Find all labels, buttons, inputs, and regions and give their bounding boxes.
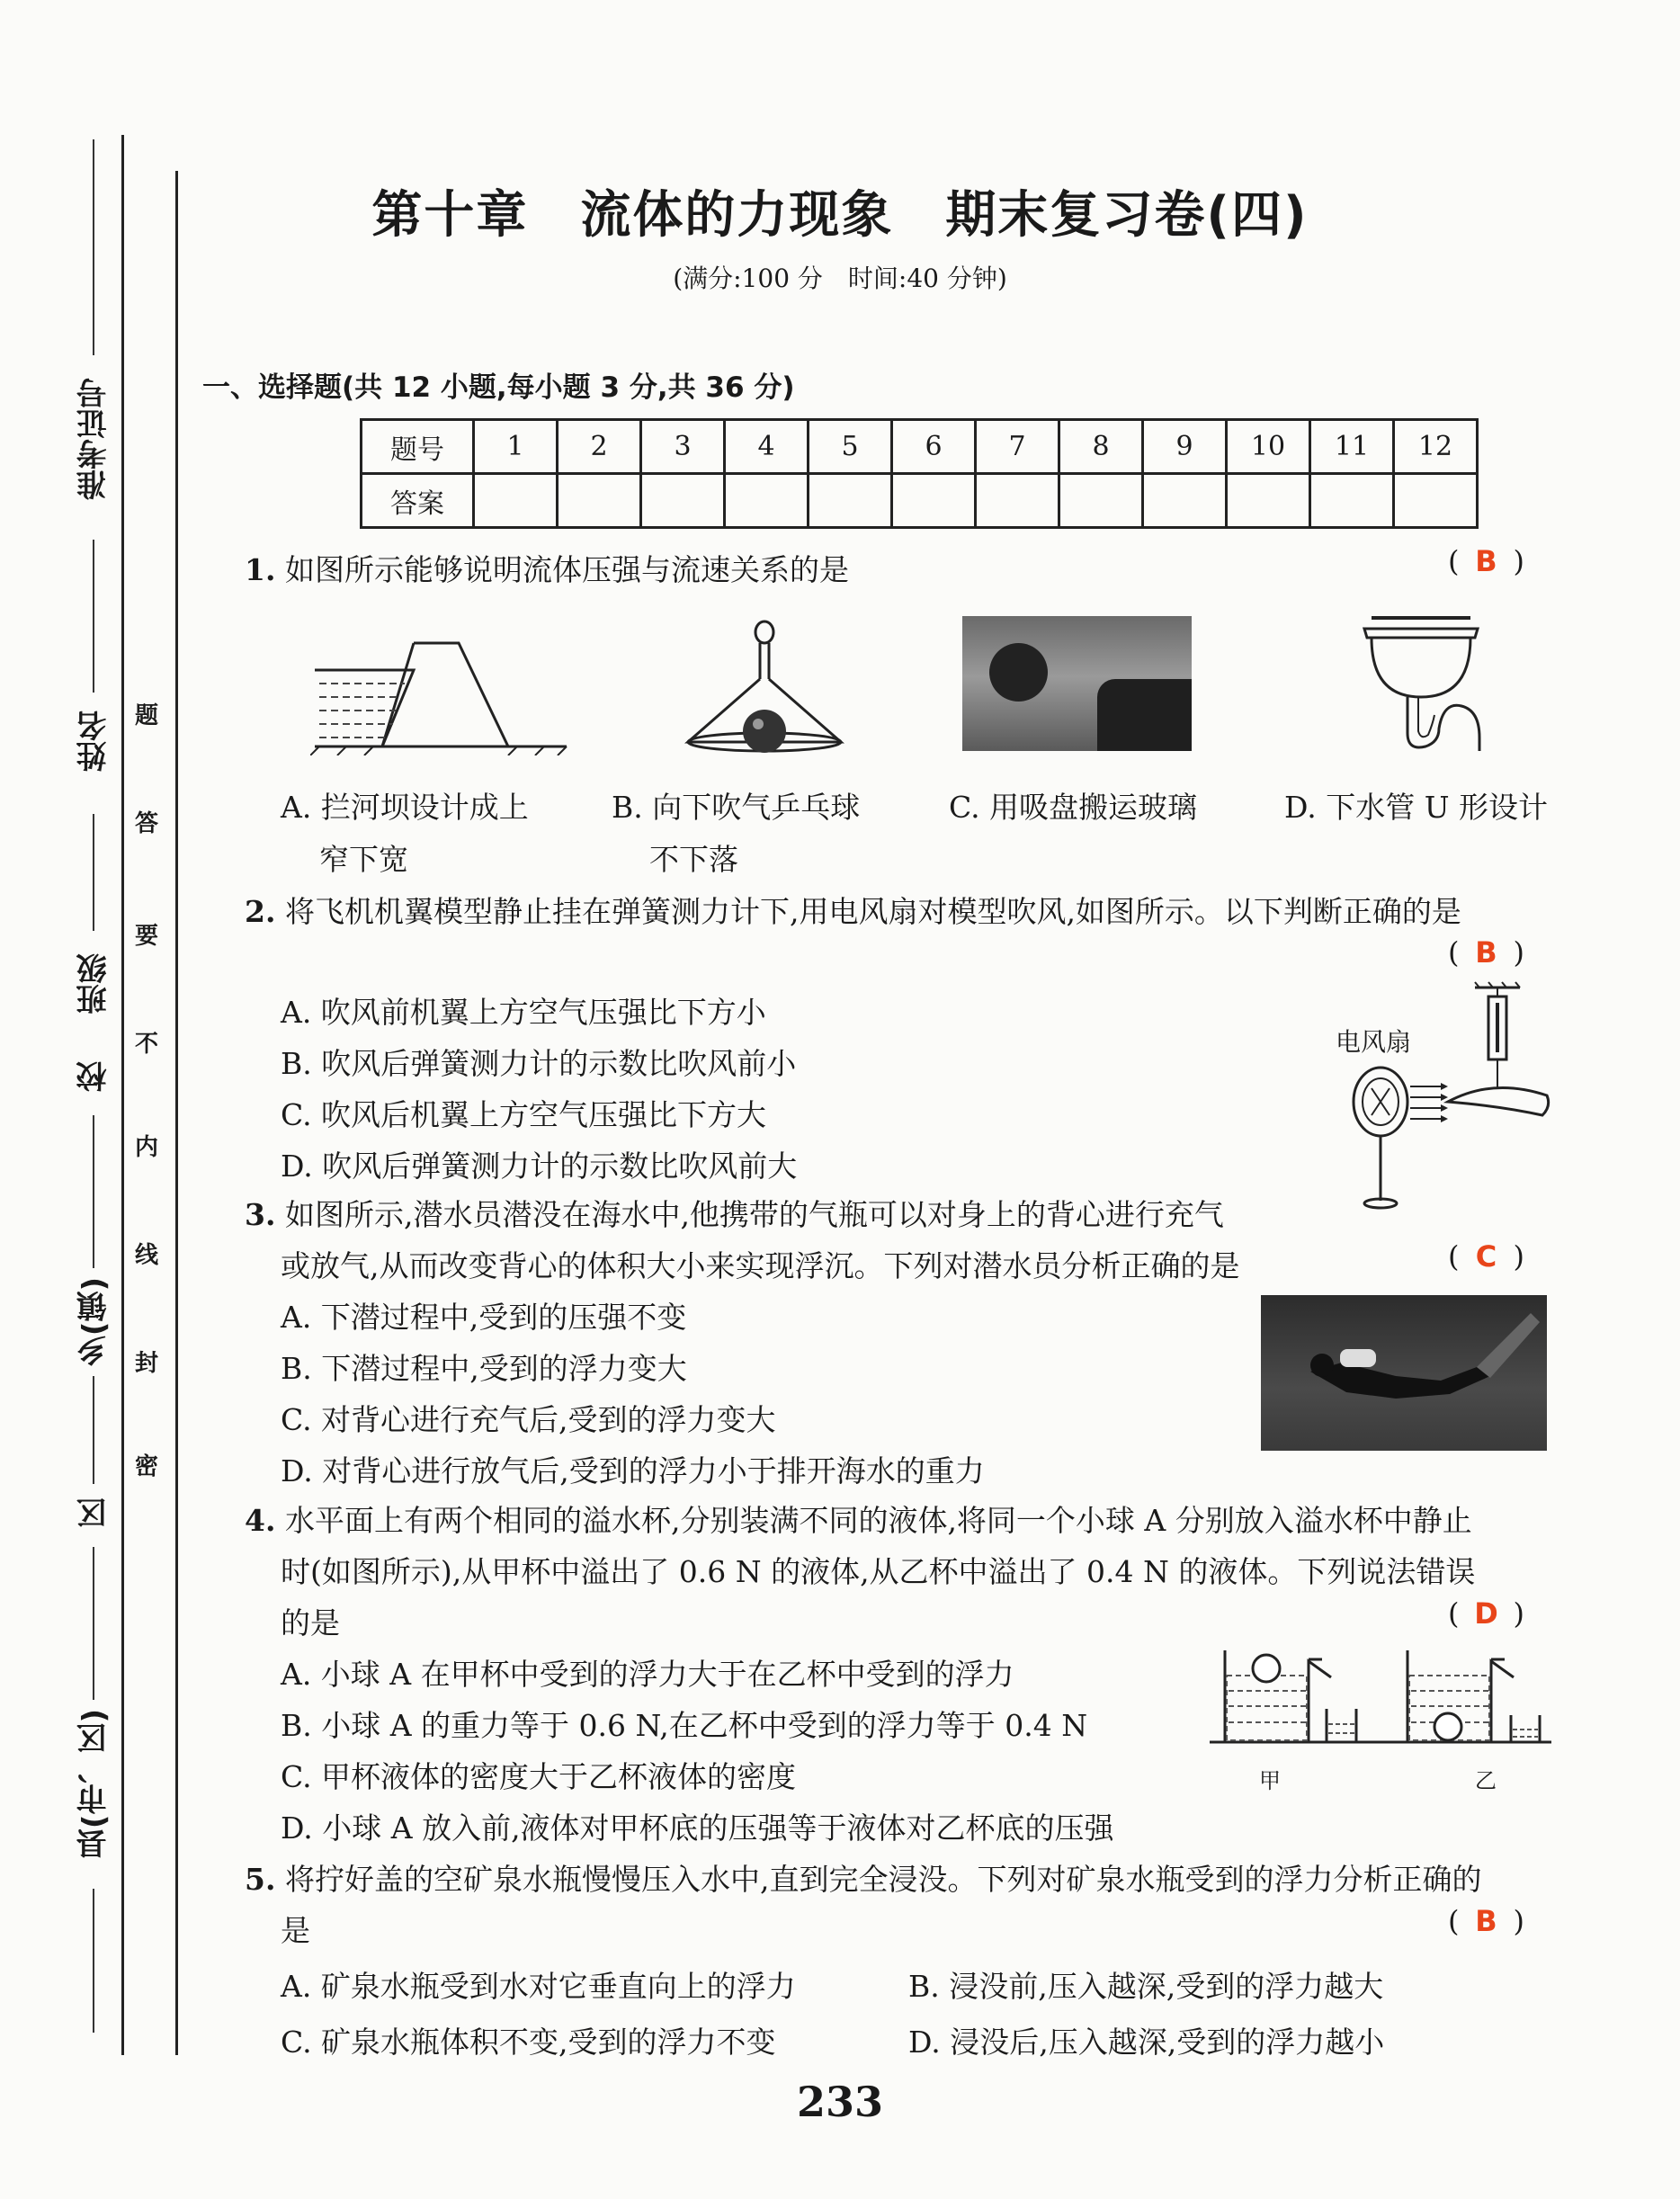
table-header-label: 题号 bbox=[362, 420, 474, 474]
q4-option-d: D. 小球 A 放入前,液体对甲杯底的压强等于液体对乙杯底的压强 bbox=[281, 1810, 1114, 1846]
q3-stem-line2: 或放气,从而改变背心的体积大小来实现浮沉。下列对潜水员分析正确的是 bbox=[281, 1248, 1240, 1283]
margin-line-outer bbox=[121, 135, 124, 2055]
seal-char: 线 bbox=[135, 1242, 159, 1269]
q2-answer-letter: B bbox=[1475, 935, 1497, 970]
diver-silhouette-icon bbox=[1261, 1295, 1547, 1451]
q2-option-a: A. 吹风前机翼上方空气压强比下方小 bbox=[281, 995, 766, 1030]
q4-stem-line3: 的是 bbox=[281, 1605, 340, 1640]
q4-answer: ( D ) bbox=[1448, 1596, 1524, 1631]
q2-figure-fan-wing bbox=[1340, 980, 1565, 1214]
q2-answer: ( B ) bbox=[1448, 935, 1524, 970]
answer-cell[interactable] bbox=[1310, 474, 1394, 528]
q5-stem-line2: 是 bbox=[281, 1913, 310, 1948]
q1-text: 如图所示能够说明流体压强与流速关系的是 bbox=[284, 552, 849, 587]
q1-stem bbox=[245, 547, 849, 589]
q2-fig-label-fan: 电风扇 bbox=[1336, 1027, 1412, 1057]
field-county-line bbox=[93, 1889, 94, 2033]
q4-fig-label-left: 甲 bbox=[1259, 1768, 1281, 1793]
q3-option-c: C. 对背心进行充气后,受到的浮力变大 bbox=[281, 1402, 776, 1437]
table-cell-number: 6 bbox=[892, 420, 976, 474]
q2-number: 2. bbox=[245, 894, 276, 929]
field-name-line bbox=[93, 540, 94, 693]
table-cell-number: 5 bbox=[809, 420, 892, 474]
q1-option-b-line1: B. 向下吹气乒乓球 bbox=[612, 790, 861, 825]
q3-text-1: 如图所示,潜水员潜没在海水中,他携带的气瓶可以对身上的背心进行充气 bbox=[284, 1197, 1224, 1232]
field-class-line bbox=[93, 814, 94, 931]
table-cell-number: 1 bbox=[474, 420, 558, 474]
field-township: 乡(镇) bbox=[76, 1277, 112, 1367]
q5-option-c: C. 矿泉水瓶体积不变,受到的浮力不变 bbox=[281, 2025, 776, 2060]
answer-cell[interactable] bbox=[558, 474, 641, 528]
q4-stem-line1 bbox=[245, 1497, 1472, 1540]
q5-stem-line1 bbox=[245, 1856, 1481, 1899]
seal-char: 要 bbox=[135, 923, 159, 950]
hand-icon bbox=[1097, 679, 1192, 751]
q4-option-c: C. 甲杯液体的密度大于乙杯液体的密度 bbox=[281, 1759, 797, 1794]
q4-number: 4. bbox=[245, 1503, 276, 1538]
q1-figure-c-suction-photo bbox=[962, 616, 1192, 751]
q1-option-a-line2: 窄下宽 bbox=[319, 842, 408, 877]
field-county: 县(市、区) bbox=[76, 1709, 112, 1860]
q3-stem-line1 bbox=[245, 1192, 1224, 1234]
q3-option-d: D. 对背心进行放气后,受到的浮力小于排开海水的重力 bbox=[281, 1453, 985, 1488]
q1-answer: ( B ) bbox=[1448, 544, 1524, 578]
section-heading: 一、选择题(共 12 小题,每小题 3 分,共 36 分) bbox=[202, 371, 795, 404]
seal-char: 不 bbox=[135, 1031, 159, 1058]
page-title: 第十章 流体的力现象 期末复习卷(四) bbox=[371, 186, 1309, 245]
seal-char: 题 bbox=[135, 702, 159, 729]
table-row bbox=[362, 474, 1478, 528]
q3-answer-letter: C bbox=[1475, 1239, 1497, 1274]
q2-option-d: D. 吹风后弹簧测力计的示数比吹风前大 bbox=[281, 1149, 798, 1184]
q4-answer-letter: D bbox=[1474, 1596, 1498, 1631]
q2-stem bbox=[245, 889, 1461, 931]
seal-char: 封 bbox=[135, 1350, 159, 1377]
answer-table bbox=[360, 418, 1479, 529]
table-cell-number: 9 bbox=[1143, 420, 1227, 474]
seal-char: 答 bbox=[135, 810, 159, 837]
answer-cell[interactable] bbox=[892, 474, 976, 528]
field-exam-number-line bbox=[93, 139, 94, 355]
q4-text-1: 水平面上有两个相同的溢水杯,分别装满不同的液体,将同一个小球 A 分别放入溢水杯中静止 bbox=[284, 1503, 1472, 1538]
q5-option-a: A. 矿泉水瓶受到水对它垂直向上的浮力 bbox=[281, 1969, 796, 2004]
q1-figure-d-u-pipe bbox=[1354, 607, 1506, 755]
q1-option-c: C. 用吸盘搬运玻璃 bbox=[949, 790, 1198, 825]
q4-option-b: B. 小球 A 的重力等于 0.6 N,在乙杯中受到的浮力等于 0.4 N bbox=[281, 1708, 1088, 1743]
field-class: 班级 bbox=[76, 953, 112, 1015]
answer-cell[interactable] bbox=[641, 474, 725, 528]
answer-cell[interactable] bbox=[1059, 474, 1143, 528]
answer-cell[interactable] bbox=[1394, 474, 1478, 528]
q5-text-1: 将拧好盖的空矿泉水瓶慢慢压入水中,直到完全浸没。下列对矿泉水瓶受到的浮力分析正确的 bbox=[284, 1862, 1482, 1897]
q5-option-d: D. 浸没后,压入越深,受到的浮力越小 bbox=[908, 2025, 1385, 2060]
q4-figure-overflow-cups bbox=[1205, 1641, 1556, 1749]
q3-option-b: B. 下潜过程中,受到的浮力变大 bbox=[281, 1351, 687, 1386]
table-cell-number: 11 bbox=[1310, 420, 1394, 474]
q1-option-b-line2: 不下落 bbox=[649, 842, 738, 877]
seal-char: 密 bbox=[135, 1453, 159, 1480]
margin-line-inner bbox=[175, 171, 178, 2055]
q5-option-b: B. 浸没前,压入越深,受到的浮力越大 bbox=[908, 1969, 1384, 2004]
q1-answer-letter: B bbox=[1475, 544, 1497, 578]
table-answer-label: 答案 bbox=[362, 474, 474, 528]
field-school-line bbox=[93, 1115, 94, 1268]
field-district-line bbox=[93, 1547, 94, 1700]
field-district: 区 bbox=[76, 1497, 112, 1528]
table-cell-number: 4 bbox=[725, 420, 809, 474]
q2-option-b: B. 吹风后弹簧测力计的示数比吹风前小 bbox=[281, 1046, 797, 1081]
seal-char: 内 bbox=[135, 1134, 159, 1161]
q4-fig-label-right: 乙 bbox=[1475, 1768, 1497, 1793]
q3-option-a: A. 下潜过程中,受到的压强不变 bbox=[281, 1300, 687, 1335]
answer-cell[interactable] bbox=[1143, 474, 1227, 528]
table-row bbox=[362, 420, 1478, 474]
q5-number: 5. bbox=[245, 1862, 276, 1897]
answer-cell[interactable] bbox=[1227, 474, 1310, 528]
table-cell-number: 12 bbox=[1394, 420, 1478, 474]
q2-text: 将飞机机翼模型静止挂在弹簧测力计下,用电风扇对模型吹风,如图所示。以下判断正确的是 bbox=[284, 894, 1461, 929]
q5-answer: ( B ) bbox=[1448, 1904, 1524, 1938]
field-exam-number: 准考证号 bbox=[76, 378, 112, 500]
answer-cell[interactable] bbox=[809, 474, 892, 528]
table-cell-number: 10 bbox=[1227, 420, 1310, 474]
q3-answer: ( C ) bbox=[1448, 1239, 1524, 1274]
page-subtitle: (满分:100 分 时间:40 分钟) bbox=[673, 264, 1007, 293]
page-number: 233 bbox=[796, 2078, 884, 2126]
answer-cell[interactable] bbox=[725, 474, 809, 528]
suction-cup-icon bbox=[989, 643, 1048, 702]
q1-option-a-line1: A. 拦河坝设计成上 bbox=[281, 790, 529, 825]
q4-option-a: A. 小球 A 在甲杯中受到的浮力大于在乙杯中受到的浮力 bbox=[281, 1657, 1014, 1692]
q2-option-c: C. 吹风后机翼上方空气压强比下方大 bbox=[281, 1097, 767, 1132]
q3-figure-diver-photo bbox=[1261, 1295, 1547, 1451]
answer-cell[interactable] bbox=[976, 474, 1059, 528]
table-cell-number: 8 bbox=[1059, 420, 1143, 474]
table-cell-number: 7 bbox=[976, 420, 1059, 474]
table-cell-number: 2 bbox=[558, 420, 641, 474]
q5-answer-letter: B bbox=[1475, 1904, 1497, 1938]
field-township-line bbox=[93, 1376, 94, 1484]
q3-number: 3. bbox=[245, 1197, 276, 1232]
field-name: 姓名 bbox=[76, 711, 112, 772]
q1-option-d: D. 下水管 U 形设计 bbox=[1284, 790, 1549, 825]
answer-cell[interactable] bbox=[474, 474, 558, 528]
q1-number: 1. bbox=[245, 552, 276, 587]
q1-figure-b-funnel-ball bbox=[679, 616, 850, 760]
table-cell-number: 3 bbox=[641, 420, 725, 474]
q4-stem-line2: 时(如图所示),从甲杯中溢出了 0.6 N 的液体,从乙杯中溢出了 0.4 N 的液体。下列说法错误 bbox=[281, 1554, 1476, 1589]
field-school: 校 bbox=[76, 1061, 112, 1092]
q1-figure-a-dam bbox=[310, 634, 571, 755]
